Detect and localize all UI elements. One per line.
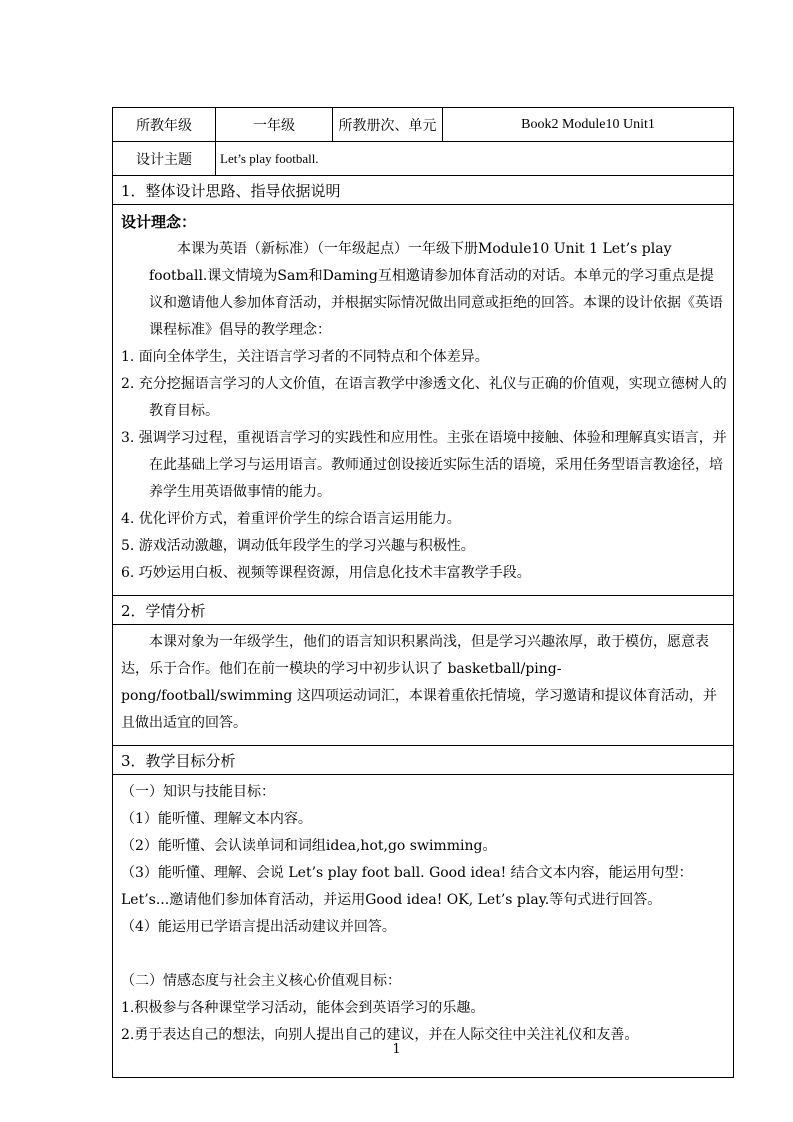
section2-title-row: [113, 596, 734, 625]
concept-item-5: 5. 游戏活动激趣，调动低年段学生的学习兴趣与积极性。: [121, 538, 475, 554]
learner-analysis-text: 本课对象为一年级学生，他们的语言知识积累尚浅，但是学习兴趣浓厚，敢于模仿，愿意表达，乐于合作。他们在前一模块的学习中初步认识了 basketball/ping-pong/football/swimming 这四项运动词汇，本课着重依托情境，学习邀请和提议体育活动，并且做出适宜的回答。: [121, 634, 717, 731]
section1-title-row: [113, 176, 734, 205]
header-row-grade: [113, 108, 734, 142]
objective-3: （3）能听懂、理解、会说 Let’s play foot ball. Good idea! 结合文本内容，能运用句型：Let’s...邀请他们参加体育活动，并运用Good idea! OK, Let’s play.等句式进行回答。: [121, 865, 693, 908]
concept-item-2: 2. 充分挖掘语言学习的人文价值，在语言教学中渗透文化、礼仪与正确的价值观，实现立德树人的教育目标。: [121, 376, 727, 419]
section1-body-row: [113, 205, 734, 596]
section3-body: [113, 775, 734, 1078]
topic-value: Let’s play football.: [216, 142, 734, 176]
section1-body: [113, 205, 734, 596]
page-number: 1: [392, 1042, 401, 1057]
concept-item-3: 3. 强调学习过程，重视语言学习的实践性和应用性。主张在语境中接触、体验和理解真实语言，并在此基础上学习与运用语言。教师通过创设接近实际生活的语境，采用任务型语言教途径，培养学生用英语做事情的能力。: [121, 430, 727, 500]
section3-title-row: [113, 746, 734, 775]
grade-value: 一年级: [216, 108, 333, 142]
book-value: Book2 Module10 Unit1: [443, 108, 734, 142]
concept-item-1: 1. 面向全体学生，关注语言学习者的不同特点和个体差异。: [121, 349, 489, 365]
objectives-part1-title: （一）知识与技能目标：: [121, 784, 275, 800]
header-row-topic: [113, 142, 734, 176]
objectives-part2-title: （二）情感态度与社会主义核心价值观目标：: [121, 973, 401, 989]
section2-body: [113, 625, 734, 746]
section1-title: 1．整体设计思路、指导依据说明: [113, 176, 734, 205]
section2-title: 2．学情分析: [113, 596, 734, 625]
concept-item-4: 4. 优化评价方式，着重评价学生的综合语言运用能力。: [121, 511, 461, 527]
design-concept-intro: 本课为英语（新标准）（一年级起点）一年级下册Module10 Unit 1 Let’s play football.课文情境为Sam和Daming互相邀请参加体育活动的对话。本单元的学习重点是提议和邀请他人参加体育活动，并根据实际情况做出同意或拒绝的回答。本课的设计依据《英语课程标准》倡导的教学理念：: [149, 241, 723, 338]
section3-body-row: [113, 775, 734, 1078]
objective-1: （1）能听懂、理解文本内容。: [121, 811, 312, 827]
section2-body-row: [113, 625, 734, 746]
value-objective-2: 2.勇于表达自己的想法，向别人提出自己的建议，并在人际交往中关注礼仪和友善。: [121, 1027, 639, 1043]
lesson-plan-table: [112, 107, 734, 1078]
objective-2: （2）能听懂、会认读单词和词组idea,hot,go swimming。: [121, 838, 497, 854]
objective-4: （4）能运用已学语言提出活动建议并回答。: [121, 919, 396, 935]
concept-item-6: 6. 巧妙运用白板、视频等课程资源，用信息化技术丰富教学手段。: [121, 565, 531, 581]
book-label: 所教册次、单元: [333, 108, 443, 142]
design-concept-heading: 设计理念：: [121, 213, 197, 231]
section3-title: 3．教学目标分析: [113, 746, 734, 775]
spacer: [121, 941, 727, 968]
topic-label: 设计主题: [113, 142, 216, 176]
grade-label: 所教年级: [113, 108, 216, 142]
value-objective-1: 1.积极参与各种课堂学习活动，能体会到英语学习的乐趣。: [121, 1000, 485, 1016]
